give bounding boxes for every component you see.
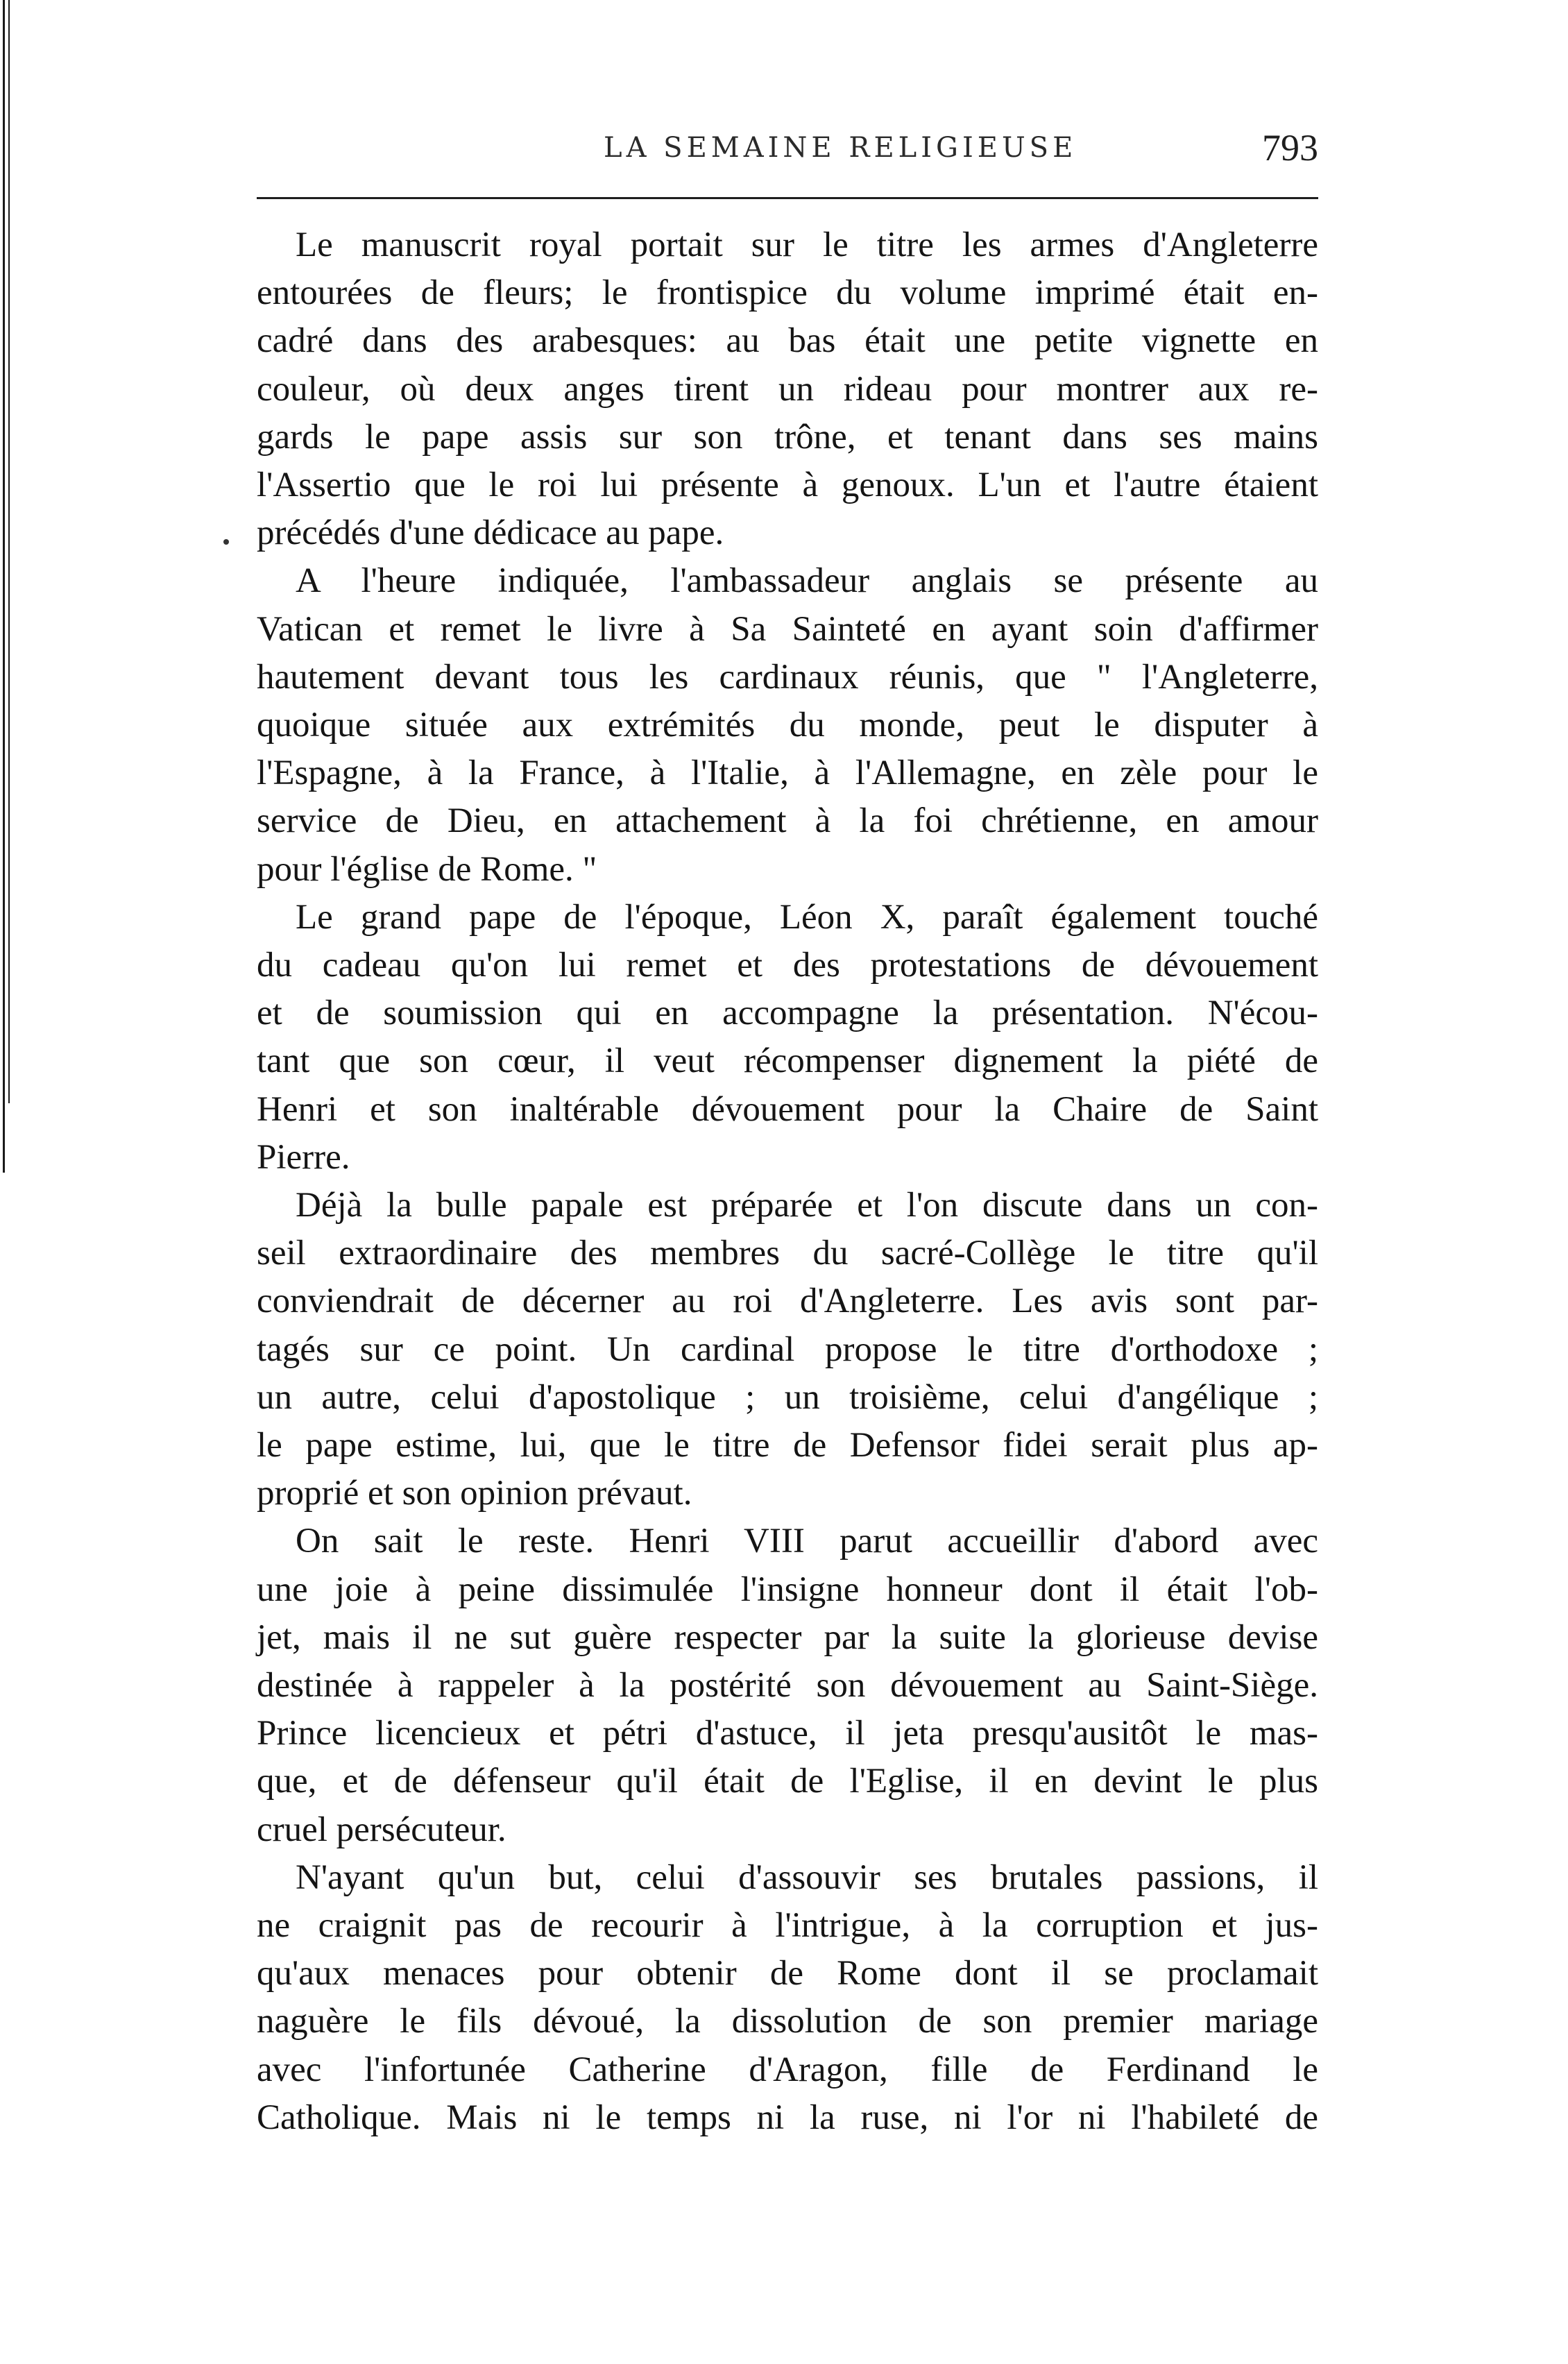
- text-line: entourées de fleurs; le frontispice du volume imprimé était en-: [257, 273, 1318, 312]
- text-line: jet, mais il ne sut guère respecter par la suite la glorieuse devise: [257, 1618, 1318, 1657]
- text-line: Catholique. Mais ni le temps ni la ruse, ni l'or ni l'habileté de: [257, 2098, 1318, 2137]
- text-line: hautement devant tous les cardinaux réunis, que " l'Angleterre,: [257, 658, 1318, 697]
- binding-line: [3, 0, 5, 1173]
- running-head: [257, 126, 1318, 175]
- text-line: Henri et son inaltérable dévouement pour la Chaire de Saint: [257, 1090, 1318, 1129]
- page-number: 793: [1262, 127, 1318, 169]
- text-line: ne craignit pas de recourir à l'intrigue, à la corruption et jus-: [257, 1906, 1318, 1945]
- text-line: l'Assertio que le roi lui présente à genoux. L'un et l'autre étaient: [257, 466, 1318, 504]
- paragraph-first-line: Le grand pape de l'époque, Léon X, paraît également touché: [296, 898, 1318, 937]
- text-line: qu'aux menaces pour obtenir de Rome dont il se proclamait: [257, 1954, 1318, 1993]
- text-line: avec l'infortunée Catherine d'Aragon, fille de Ferdinand le: [257, 2050, 1318, 2089]
- paragraph-first-line: Déjà la bulle papale est préparée et l'on discute dans un con-: [296, 1186, 1318, 1225]
- text-line: tagés sur ce point. Un cardinal propose le titre d'orthodoxe ;: [257, 1330, 1318, 1369]
- text-line: quoique située aux extrémités du monde, peut le disputer à: [257, 706, 1318, 745]
- text-line: seil extraordinaire des membres du sacré-Collège le titre qu'il: [257, 1234, 1318, 1273]
- text-line: l'Espagne, à la France, à l'Italie, à l'Allemagne, en zèle pour le: [257, 754, 1318, 792]
- paragraph-first-line: N'ayant qu'un but, celui d'assouvir ses brutales passions, il: [296, 1858, 1318, 1897]
- binding-line: [8, 0, 10, 1103]
- text-line: conviendrait de décerner au roi d'Angleterre. Les avis sont par-: [257, 1282, 1318, 1320]
- running-title: LA SEMAINE RELIGIEUSE: [604, 132, 1077, 164]
- text-line: que, et de défenseur qu'il était de l'Eglise, il en devint le plus: [257, 1762, 1318, 1801]
- text-line: naguère le fils dévoué, la dissolution de son premier mariage: [257, 2002, 1318, 2041]
- text-line: le pape estime, lui, que le titre de Defensor fidei serait plus ap-: [257, 1426, 1318, 1465]
- text-line: proprié et son opinion prévaut.: [257, 1474, 692, 1513]
- text-line: cadré dans des arabesques: au bas était une petite vignette en: [257, 321, 1318, 360]
- text-line: destinée à rappeler à la postérité son dévouement au Saint-Siège.: [257, 1666, 1318, 1705]
- margin-mark: [223, 539, 229, 545]
- text-line: un autre, celui d'apostolique ; un troisième, celui d'angélique ;: [257, 1378, 1318, 1417]
- text-line: Pierre.: [257, 1138, 350, 1177]
- text-line: gards le pape assis sur son trône, et tenant dans ses mains: [257, 418, 1318, 457]
- text-line: pour l'église de Rome. ": [257, 850, 597, 889]
- text-line: Prince licencieux et pétri d'astuce, il jeta presqu'ausitôt le mas-: [257, 1714, 1318, 1753]
- text-line: cruel persécuteur.: [257, 1810, 506, 1849]
- paragraph-first-line: On sait le reste. Henri VIII parut accueillir d'abord avec: [296, 1522, 1318, 1561]
- text-line: Vatican et remet le livre à Sa Sainteté en ayant soin d'affirmer: [257, 610, 1318, 649]
- paragraph-first-line: Le manuscrit royal portait sur le titre les armes d'Angleterre: [296, 226, 1318, 264]
- text-line: et de soumission qui en accompagne la présentation. N'écou-: [257, 994, 1318, 1032]
- paragraph-first-line: A l'heure indiquée, l'ambassadeur anglais se présente au: [296, 561, 1318, 600]
- text-line: du cadeau qu'on lui remet et des protestations de dévouement: [257, 946, 1318, 985]
- text-line: couleur, où deux anges tirent un rideau pour montrer aux re-: [257, 370, 1318, 409]
- text-line: précédés d'une dédicace au pape.: [257, 513, 724, 552]
- binding-edge: [0, 0, 12, 2364]
- body-text: [257, 221, 1318, 2233]
- text-line: service de Dieu, en attachement à la foi chrétienne, en amour: [257, 801, 1318, 840]
- text-line: une joie à peine dissimulée l'insigne honneur dont il était l'ob-: [257, 1570, 1318, 1609]
- text-line: tant que son cœur, il veut récompenser dignement la piété de: [257, 1041, 1318, 1080]
- header-rule: [257, 197, 1318, 199]
